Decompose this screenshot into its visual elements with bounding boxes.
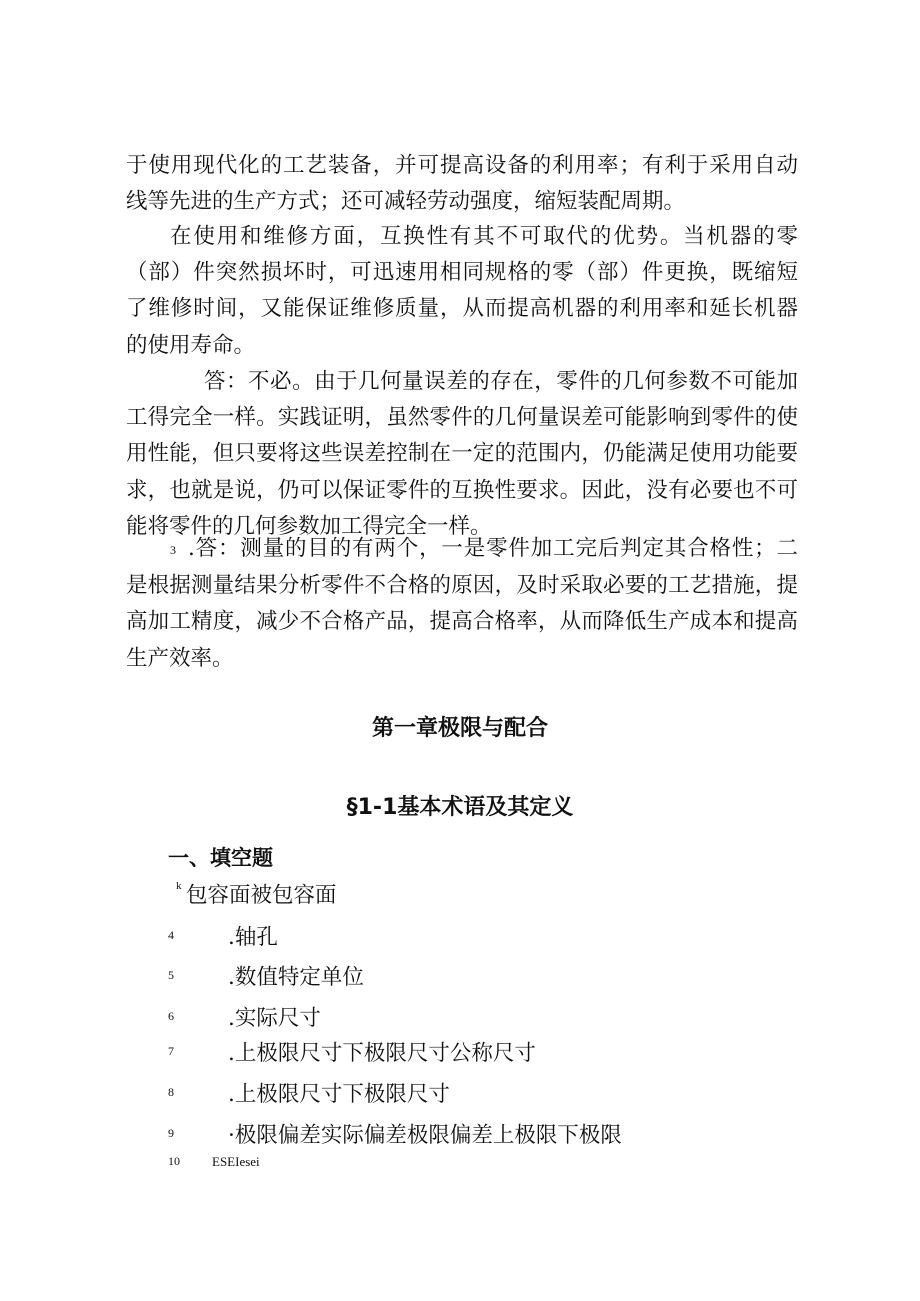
- answer-text: .轴孔: [228, 925, 278, 950]
- answer-number: 9: [168, 1126, 174, 1140]
- text-line: 答：不必。由于几何量误差的存在，零件的几何参数不可能加: [204, 369, 798, 394]
- answer-number: 10: [168, 1154, 180, 1168]
- answer-item: [0, 960, 920, 990]
- paragraph-answer-2: [126, 364, 798, 545]
- paragraph-maintenance: [126, 219, 798, 364]
- text-line: 于使用现代化的工艺装备，并可提高设备的利用率；有利于采用自动: [126, 153, 798, 178]
- text-line: 线等先进的生产方式；还可减轻劳动强度，缩短装配周期。: [126, 189, 686, 215]
- part-title: 一、填空题: [168, 846, 273, 870]
- paragraph-interchangeability-assembly: [126, 148, 798, 220]
- text-line: 高加工精度，减少不合格产品，提高合格率，从而降低生产成本和提高: [126, 609, 798, 635]
- answer-item: [0, 878, 920, 908]
- answer-number: 8: [168, 1085, 174, 1099]
- section-title: §1-1基本术语及其定义: [346, 795, 574, 820]
- answer-text: ·极限偏差实际偏差极限偏差上极限下极限: [228, 1123, 622, 1148]
- text-line: 的使用寿命。: [126, 332, 256, 358]
- answer-number: k: [176, 880, 182, 892]
- text-line: [126, 531, 798, 568]
- answer-item: [0, 1001, 920, 1031]
- answer-number: 3: [170, 543, 176, 557]
- answer-text: 包容面被包容面: [186, 883, 337, 908]
- answer-text: .上极限尺寸下极限尺寸: [228, 1082, 450, 1107]
- answer-text: .实际尺寸: [228, 1006, 321, 1031]
- answer-number: 5: [168, 968, 174, 982]
- answer-item: [0, 1077, 920, 1107]
- text-line: 用性能，但只要将这些误差控制在一定的范围内，仍能满足使用功能要: [126, 441, 798, 467]
- answer-text: ESEIesei: [212, 1154, 260, 1169]
- answer-text: .答：测量的目的有两个，一是零件加工完后判定其合格性；二: [188, 536, 798, 561]
- text-line: 生产效率。: [126, 645, 234, 671]
- chapter-title: 第一章极限与配合: [371, 716, 548, 741]
- text-line: 求，也就是说，仍可以保证零件的互换性要求。因此，没有必要也不可: [126, 477, 798, 503]
- paragraph-answer-3: [126, 531, 798, 677]
- answer-item: [0, 920, 920, 950]
- text-line: 是根据测量结果分析零件不合格的原因，及时采取必要的工艺措施，提: [126, 573, 798, 599]
- text-line: 了维修时间，又能保证维修质量，从而提高机器的利用率和延长机器: [126, 296, 798, 322]
- answer-text: .数值特定单位: [228, 965, 364, 990]
- answer-item: [0, 1152, 920, 1182]
- answer-number: 7: [168, 1044, 174, 1058]
- text-line: 能将零件的几何参数加工得完全一样。: [126, 513, 492, 539]
- text-line: （部）件突然损坏时，可迅速用相同规格的零（部）件更换，既缩短: [126, 260, 798, 286]
- text-line: 在使用和维修方面，互换性有其不可取代的优势。当机器的零: [170, 224, 798, 249]
- answer-text: .上极限尺寸下极限尺寸公称尺寸: [228, 1041, 536, 1066]
- answer-item: [0, 1118, 920, 1148]
- answer-number: 4: [168, 928, 174, 942]
- answer-item: [0, 1036, 920, 1066]
- text-line: 工得完全一样。实践证明，虽然零件的几何量误差可能影响到零件的使: [126, 405, 798, 431]
- answer-number: 6: [168, 1009, 174, 1023]
